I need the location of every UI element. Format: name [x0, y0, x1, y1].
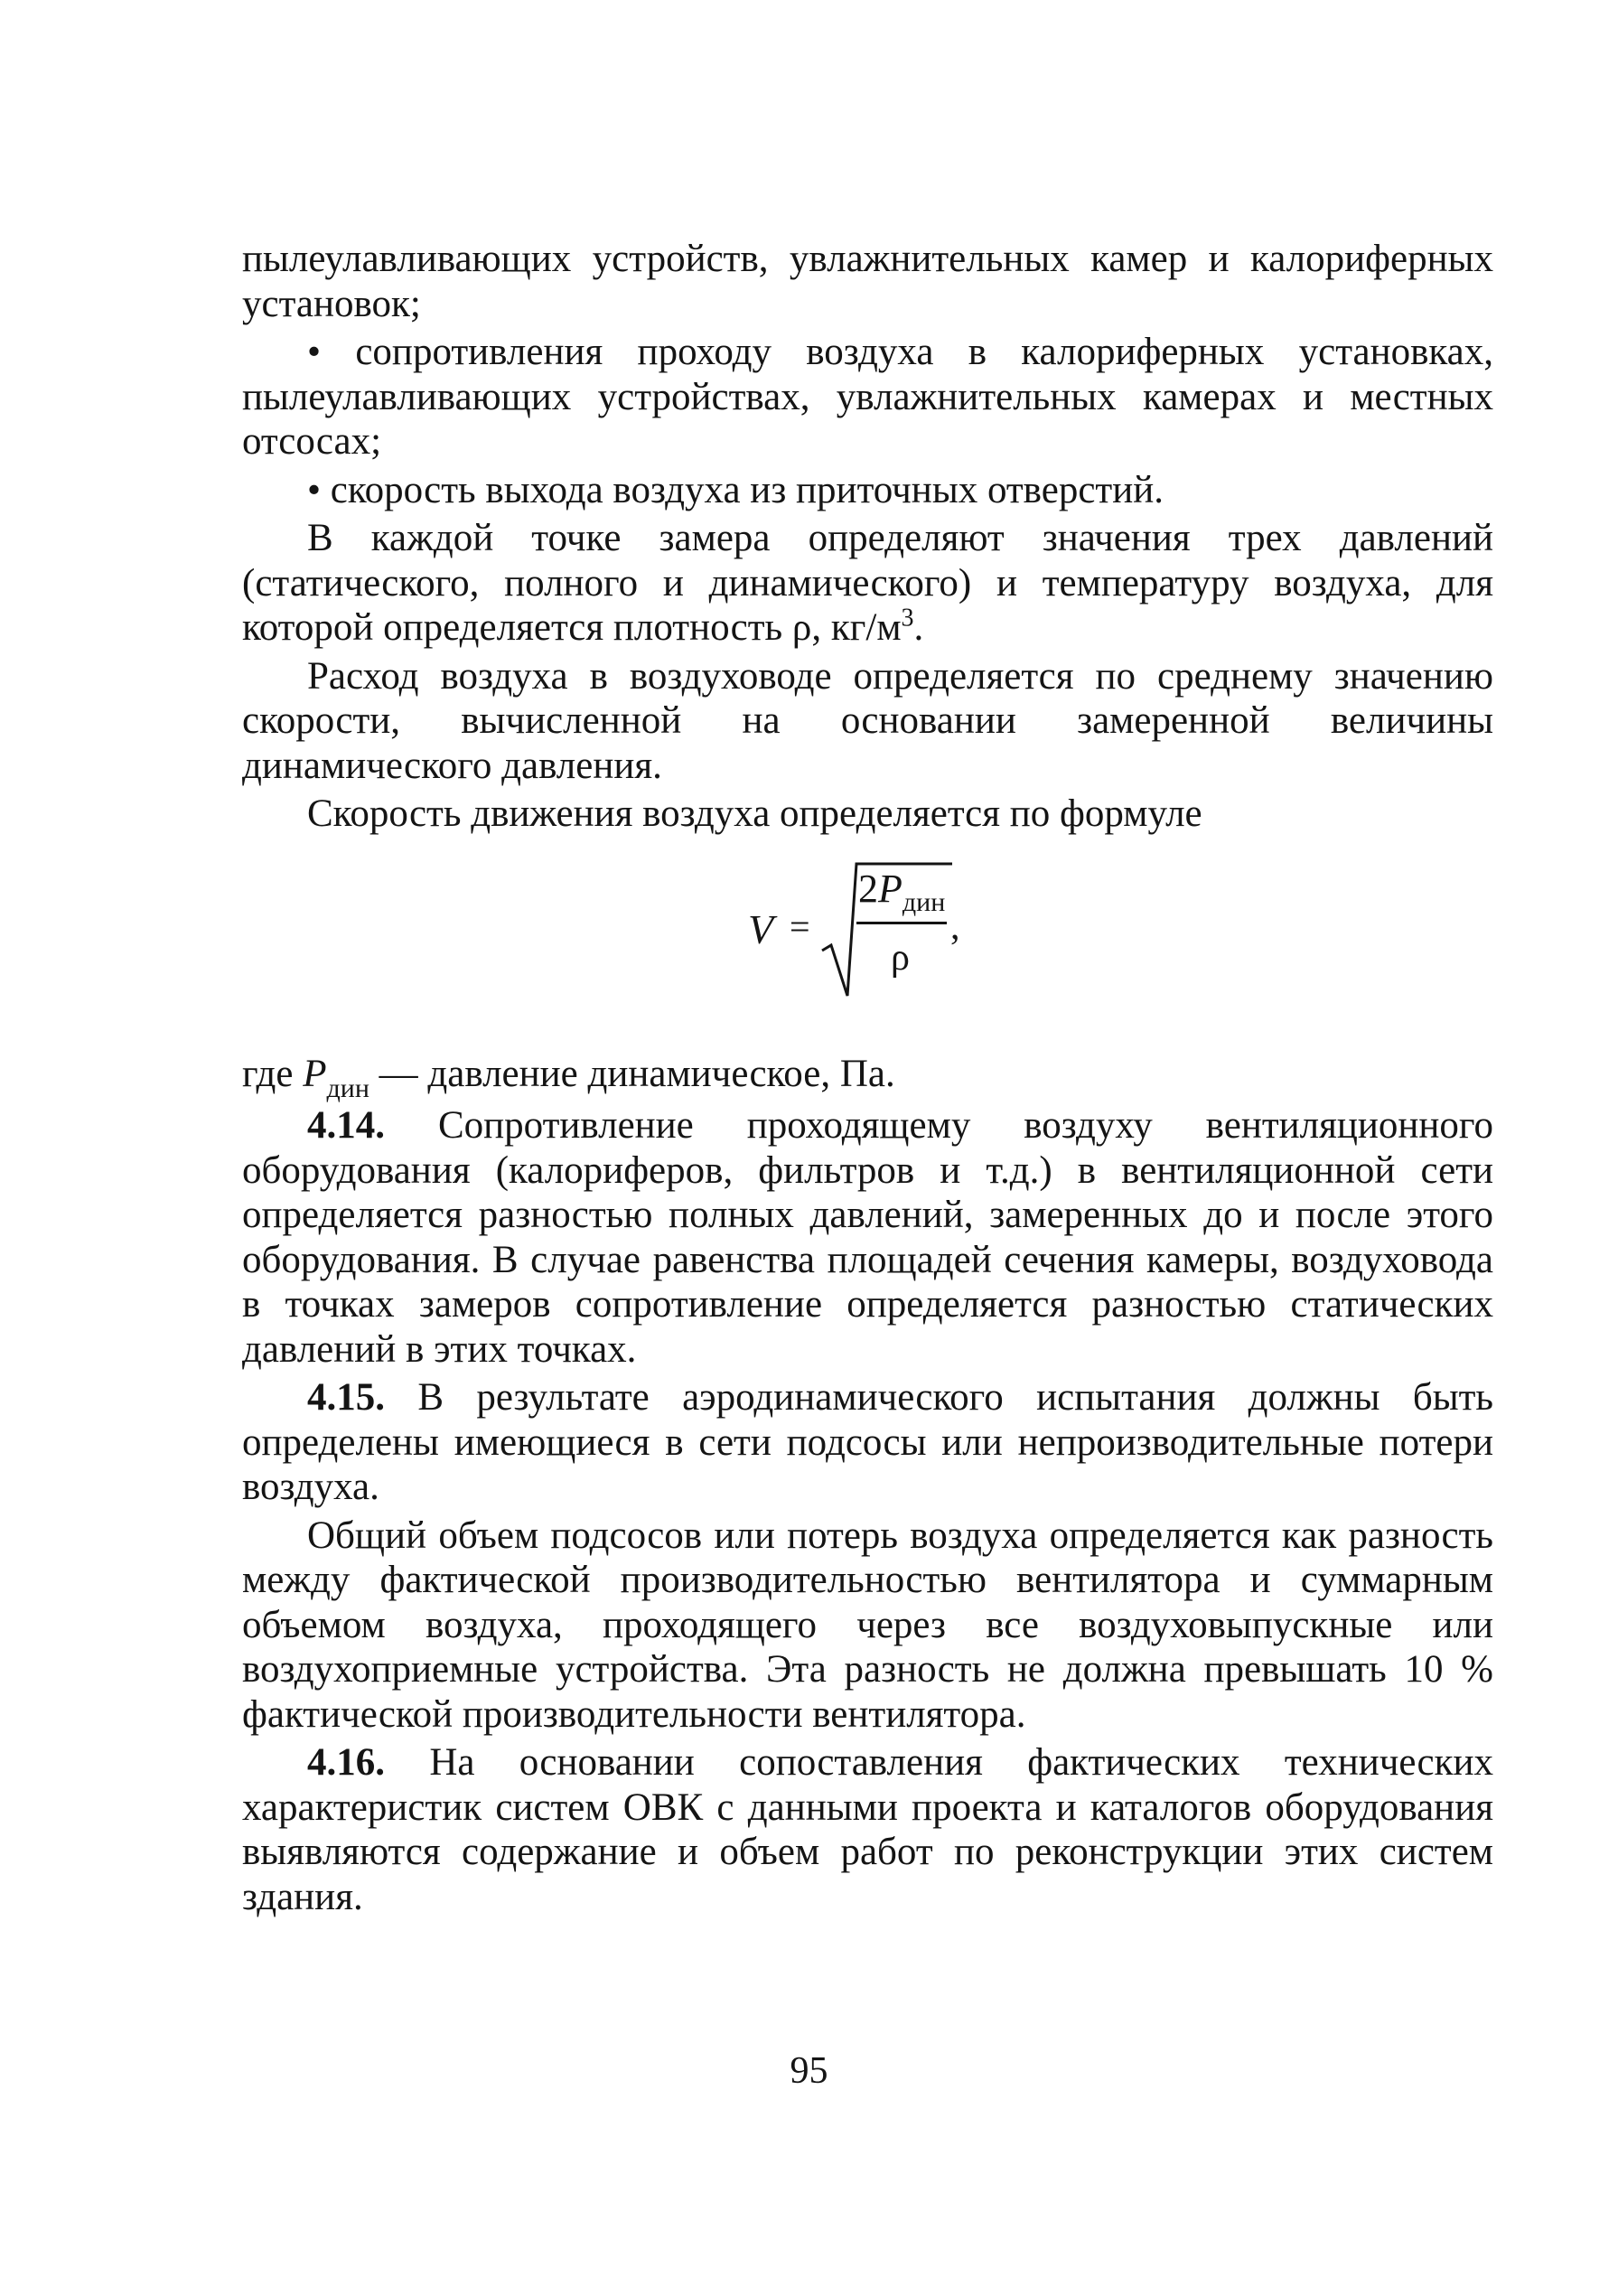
paragraph-air-flow: Расход воздуха в воздуховоде определяется по среднему значению скорости, вычисленной на основании замеренной величины динамического давления. [242, 654, 1493, 787]
velocity-formula [242, 853, 1493, 1025]
paragraph-measurement-point [242, 516, 1493, 651]
legend-prefix: где [242, 1052, 304, 1095]
formula-comma: , [950, 905, 960, 948]
paragraph-leakage: Общий объем подсосов или потерь воздуха определяется как разность между фактической производительностью вентилятора и суммарным объемом воздуха, проходящего через все воздуховыпускные или воздухоприемные устройства. Эта разность не должна превышать 10 % фактической производительности вентилятора. [242, 1513, 1493, 1736]
paragraph-formula-intro: Скорость движения воздуха определяется по формуле [307, 792, 1202, 835]
section-4-16 [242, 1740, 1493, 1919]
legend-variable: P [303, 1052, 327, 1095]
section-number: 4.14. [307, 1104, 385, 1147]
numerator-coefficient: 2 [858, 866, 878, 911]
section-number: 4.16. [307, 1741, 385, 1784]
section-4-15 [242, 1375, 1493, 1510]
fraction-line [856, 922, 947, 924]
page-body [242, 237, 1493, 1923]
section-text: На основании сопоставления фактических технических характеристик систем ОВК с данными проекта и каталогов оборудования выявляются содержание и объем работ по реконструкции этих систем здания. [242, 1741, 1493, 1918]
formula-lhs: V [748, 905, 774, 952]
superscript: 3 [901, 604, 914, 633]
formula-equals: = [790, 905, 810, 947]
paragraph-text: В каждой точке замера определяют значения трех давлений (статического, полного и динамического) и температуру воздуха, для которой определяется плотность ρ, кг/м [242, 517, 1493, 649]
formula-numerator [858, 866, 946, 917]
formula-denominator: ρ [891, 936, 910, 979]
legend-subscript: дин [326, 1073, 369, 1103]
numerator-subscript: дин [902, 886, 946, 917]
bullet-item-velocity: • скорость выхода воздуха из приточных отверстий. [307, 468, 1164, 511]
legend-text: — давление динамическое, Па. [369, 1052, 895, 1095]
bullet-item-resistance: • сопротивления проходу воздуха в калориферных установках, пылеулавливающих устройствах, увлажнительных камерах и местных отсосах; [242, 331, 1493, 463]
section-text: Сопротивление проходящему воздуху вентиляционного оборудования (калориферов, фильтров и т.д.) в вентиляционной сети определяется разностью полных давлений, замеренных до и после этого оборудования. В случае равенства площадей сечения камеры, воздуховода в точках замеров сопротивление определяется разностью статических давлений в этих точках. [242, 1104, 1493, 1371]
page-number: 95 [790, 2050, 828, 2092]
section-number: 4.15. [307, 1376, 385, 1419]
numerator-variable: P [878, 866, 903, 911]
section-text: В результате аэродинамического испытания должны быть определены имеющиеся в сети подсосы или непроизводительные потери воздуха. [242, 1376, 1493, 1508]
paragraph-text-end: . [913, 606, 924, 649]
section-4-14 [242, 1103, 1493, 1372]
paragraph-continuation: пылеулавливающих устройств, увлажнительных камер и калориферных установок; [242, 238, 1493, 325]
formula-legend [242, 1052, 1493, 1101]
